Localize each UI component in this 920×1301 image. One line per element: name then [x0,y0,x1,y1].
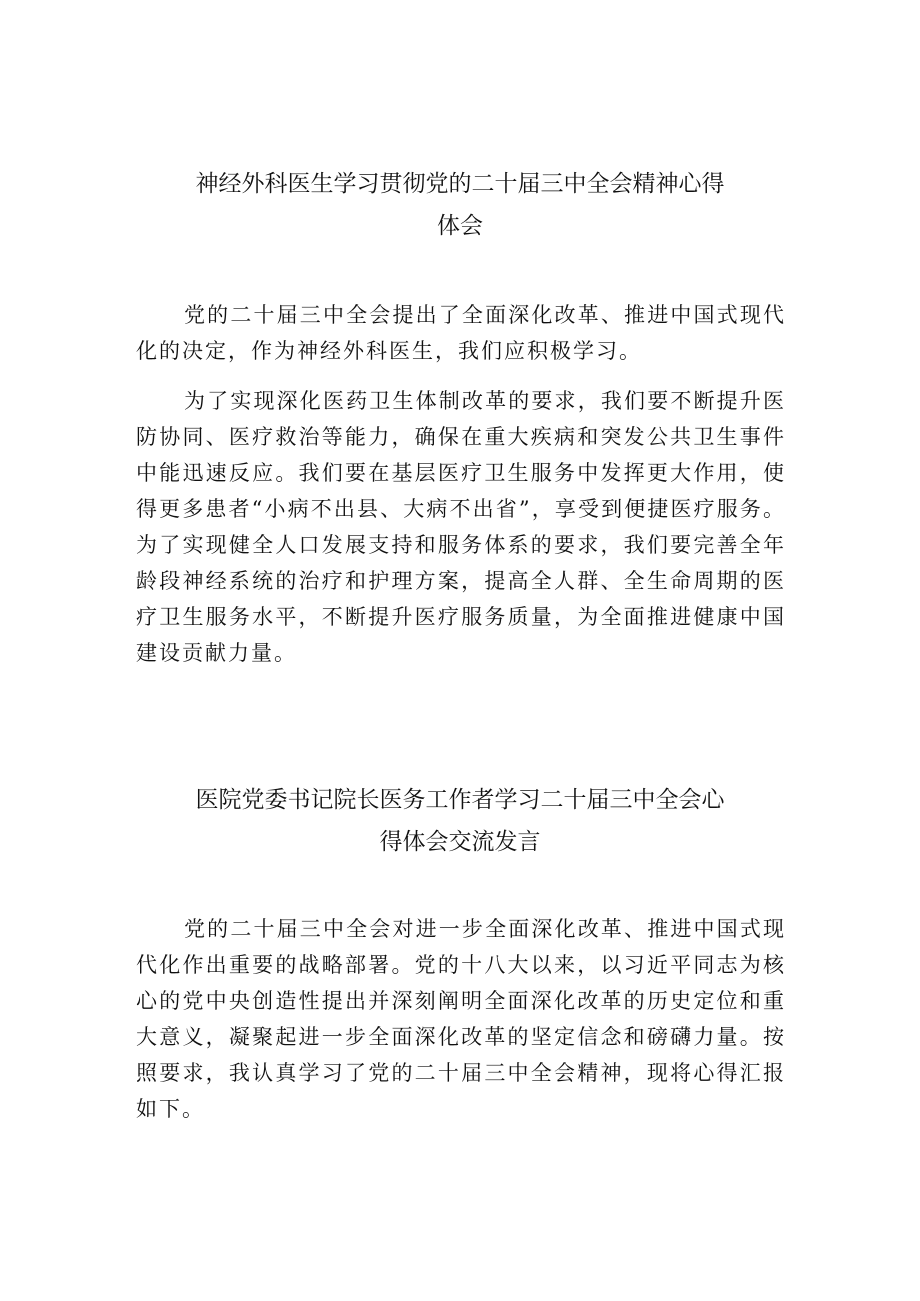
paragraph-line: 为了实现健全人口发展支持和服务体系的要求，我们要完善全年 [136,533,786,557]
section1-title [130,163,790,247]
section1-title-line: 体会 [437,213,483,239]
section2-title-line: 医院党委书记院长医务工作者学习二十届三中全会心 [195,787,725,813]
section1-paragraph-1 [136,297,786,369]
section2-paragraph-1 [136,911,786,1127]
paragraph-line: 建设贡献力量。 [136,641,297,665]
paragraph-line: 得更多患者“小病不出县、大病不出省”，享受到便捷医疗服务。 [136,497,786,521]
paragraph-line: 大意义，凝聚起进一步全面深化改革的坚定信念和磅礴力量。按 [136,1025,786,1049]
paragraph-line: 代化作出重要的战略部署。党的十八大以来，以习近平同志为核 [136,953,786,977]
paragraph-line: 龄段神经系统的治疗和护理方案，提高全人群、全生命周期的医 [136,569,786,593]
paragraph-line: 中能迅速反应。我们要在基层医疗卫生服务中发挥更大作用，使 [136,461,786,485]
paragraph-line: 党的二十届三中全会对进一步全面深化改革、推进中国式现 [184,917,786,941]
paragraph-line: 党的二十届三中全会提出了全面深化改革、推进中国式现代 [184,303,786,327]
paragraph-line: 照要求，我认真学习了党的二十届三中全会精神，现将心得汇报 [136,1061,786,1085]
paragraph-line: 心的党中央创造性提出并深刻阐明全面深化改革的历史定位和重 [136,989,786,1013]
paragraph-line: 防协同、医疗救治等能力，确保在重大疾病和突发公共卫生事件 [136,425,786,449]
section2-title [130,779,790,863]
section1-paragraph-2 [136,383,786,671]
paragraph-line: 为了实现深化医药卫生体制改革的要求，我们要不断提升医 [184,389,786,413]
paragraph-line: 疗卫生服务水平，不断提升医疗服务质量，为全面推进健康中国 [136,605,786,629]
paragraph-line: 如下。 [136,1097,205,1121]
section1-title-line: 神经外科医生学习贯彻党的二十届三中全会精神心得 [195,171,725,197]
paragraph-line: 化的决定，作为神经外科医生，我们应积极学习。 [136,339,642,363]
section2-title-line: 得体会交流发言 [379,829,541,855]
